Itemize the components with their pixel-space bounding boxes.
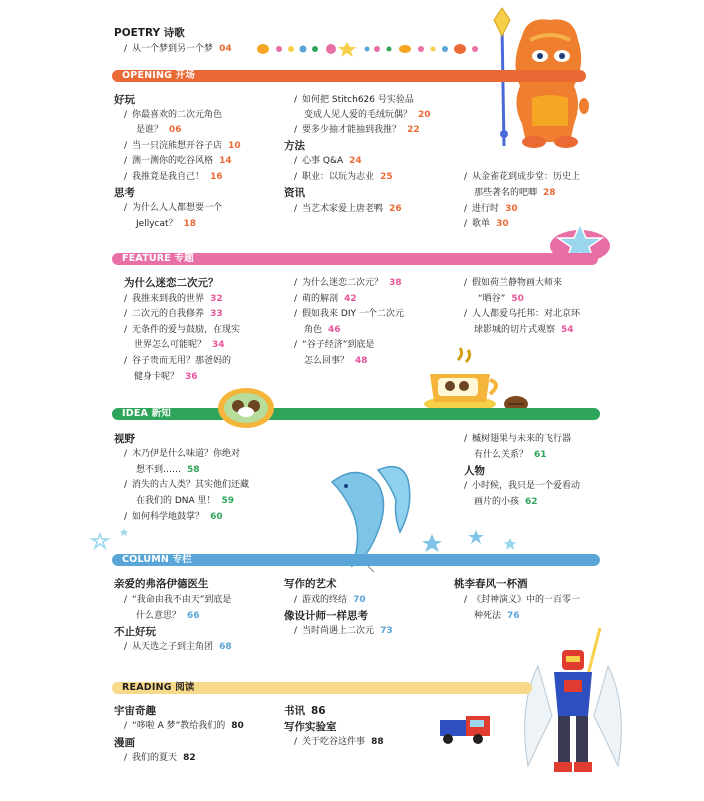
opening-entry-11-cont[interactable]: 那些著名的吧唧 28 [474, 188, 556, 198]
feature-entry-10-cont[interactable]: 球影城的切片式观察 54 [474, 325, 574, 335]
idea-entry-1[interactable]: / 木乃伊是什么味道？你绝对 [124, 449, 241, 459]
idea-entry-2-cont[interactable]: 在我们的 DNA 里！ 59 [136, 496, 235, 506]
feature-entry-6[interactable]: / 萌的解剖 42 [294, 294, 357, 304]
column-entry-3[interactable]: / 游戏的终结 70 [294, 595, 366, 605]
opening-label: OPENING 开场 [122, 70, 196, 81]
idea-entry-5[interactable]: / 小时候，我只是一个爱看动 [464, 481, 581, 491]
feature-entry-7-cont[interactable]: 角色 46 [304, 325, 341, 335]
toy-truck-illustration [438, 712, 494, 746]
poetry-title: POETRY 诗歌 [114, 27, 185, 39]
idea-band [112, 408, 600, 420]
feature-entry-7[interactable]: / 假如我来 DIY 一个二次元 [294, 309, 404, 319]
reading-heading-manhua: 漫画 [114, 737, 135, 749]
idea-entry-3[interactable]: / 如何科学地鼓掌？ 60 [124, 512, 223, 522]
idea-entry-4-cont[interactable]: 有什么关系？ 61 [474, 450, 547, 460]
winged-robot-illustration [518, 626, 628, 792]
feature-entry-1[interactable]: / 我推来到我的世界 32 [124, 294, 223, 304]
opening-heading-haowan: 好玩 [114, 94, 135, 106]
idea-entry-5-cont[interactable]: 画片的小孩 62 [474, 497, 538, 507]
opening-heading-zixun: 资讯 [284, 187, 305, 199]
reading-entry-2[interactable]: / 我们的夏天 82 [124, 753, 196, 763]
opening-entry-7[interactable]: / 要多少抽才能抽到我推？ 22 [294, 125, 420, 135]
opening-entry-1-cont[interactable]: 是谁？ 06 [136, 125, 182, 135]
reading-entry-1[interactable]: / “哆啦 A 梦”教给我们的 80 [124, 721, 244, 731]
decorative-dots [255, 38, 485, 60]
idea-heading-renwu: 人物 [464, 465, 485, 477]
feature-entry-8[interactable]: / “谷子经济”到底是 [294, 340, 375, 350]
feature-entry-8-cont[interactable]: 怎么回事？ 48 [304, 356, 368, 366]
reading-heading-xiezuo: 写作实验室 [284, 721, 337, 733]
opening-entry-5[interactable]: / 为什么人人都想要一个 [124, 203, 223, 213]
column-entry-5[interactable]: / 《封神演义》中的一百零一 [464, 595, 581, 605]
opening-entry-12[interactable]: / 进行时 30 [464, 204, 518, 214]
idea-entry-2[interactable]: / 消失的古人类？其实他们还藏 [124, 480, 250, 490]
opening-entry-1[interactable]: / 你最喜欢的二次元角色 [124, 110, 223, 120]
star-decorations [84, 524, 524, 558]
idea-entry-4[interactable]: / 槭树翅果与未来的飞行器 [464, 434, 572, 444]
feature-entry-9-cont[interactable]: “晒谷” 50 [478, 294, 524, 304]
opening-entry-10[interactable]: / 当艺术家爱上唐老鸭 26 [294, 204, 402, 214]
idea-label: IDEA 新知 [122, 408, 171, 419]
feature-entry-10[interactable]: / 人人都爱乌托邦：对北京环 [464, 309, 581, 319]
opening-entry-3[interactable]: / 测一测你的吃谷风格 14 [124, 156, 232, 166]
column-heading-buzhi: 不止好玩 [114, 626, 156, 638]
column-entry-2[interactable]: / 从天选之子到主角团 68 [124, 642, 232, 652]
idea-heading-shiye: 视野 [114, 433, 135, 445]
feature-label: FEATURE 专题 [122, 253, 194, 264]
opening-entry-6[interactable]: / 如何把 Stitch626 号实验品 [294, 95, 414, 105]
coffee-cup-illustration [420, 346, 530, 416]
opening-entry-9[interactable]: / 职业：以玩为志业 25 [294, 172, 393, 182]
feature-entry-4[interactable]: / 谷子贵而无用？那爸妈的 [124, 356, 232, 366]
opening-entry-8[interactable]: / 心事 Q&A 24 [294, 156, 362, 166]
feature-entry-2[interactable]: / 二次元的自我修养 33 [124, 309, 223, 319]
feature-entry-9[interactable]: / 假如荷兰静物画大师来 [464, 278, 563, 288]
feature-entry-3[interactable]: / 无条件的爱与鼓励，在现实 [124, 325, 241, 335]
opening-entry-13[interactable]: / 歌单 30 [464, 219, 509, 229]
reading-entry-3[interactable]: / 关于吃谷这件事 88 [294, 737, 384, 747]
raccoon-badge-illustration [216, 386, 276, 430]
reading-heading-yuzhou: 宇宙奇趣 [114, 705, 156, 717]
feature-entry-4-cont[interactable]: 健身卡呢？ 36 [134, 372, 198, 382]
column-heading-freud: 亲爱的弗洛伊德医生 [114, 578, 209, 590]
reading-heading-shuxun[interactable]: 书讯 86 [284, 705, 326, 717]
opening-entry-2[interactable]: / 当一只浣熊想开谷子店 10 [124, 141, 241, 151]
reading-label: READING 阅读 [122, 682, 195, 693]
column-entry-5-cont[interactable]: 种死法 76 [474, 611, 520, 621]
opening-heading-fangfa: 方法 [284, 140, 305, 152]
column-heading-writing: 写作的艺术 [284, 578, 337, 590]
opening-entry-11[interactable]: / 从金雀花到成步堂：历史上 [464, 172, 581, 182]
column-entry-4[interactable]: / 当时尚遇上二次元 73 [294, 626, 393, 636]
poetry-entry[interactable]: / 从一个梦到另一个梦 04 [124, 44, 232, 54]
feature-entry-3-cont[interactable]: 世界怎么可能呢？ 34 [134, 340, 225, 350]
column-entry-1[interactable]: / “我命由我不由天”到底是 [124, 595, 232, 605]
column-label: COLUMN 专栏 [122, 554, 192, 565]
feature-entry-5[interactable]: / 为什么迷恋二次元？ 38 [294, 278, 402, 288]
opening-heading-sikao: 思考 [114, 187, 135, 199]
column-heading-designer: 像设计师一样思考 [284, 610, 368, 622]
column-entry-1-cont[interactable]: 什么意思？ 66 [136, 611, 200, 621]
opening-entry-6-cont[interactable]: 变成人见人爱的毛绒玩偶？ 20 [304, 110, 431, 120]
feature-heading: 为什么迷恋二次元？ [124, 277, 219, 289]
idea-entry-1-cont[interactable]: 想不到…… 58 [136, 465, 200, 475]
opening-entry-4[interactable]: / 我推竟是我自己！ 16 [124, 172, 223, 182]
opening-entry-5-cont[interactable]: Jellycat？ 18 [136, 219, 197, 229]
column-heading-taoli: 桃李春风一杯酒 [454, 578, 528, 590]
